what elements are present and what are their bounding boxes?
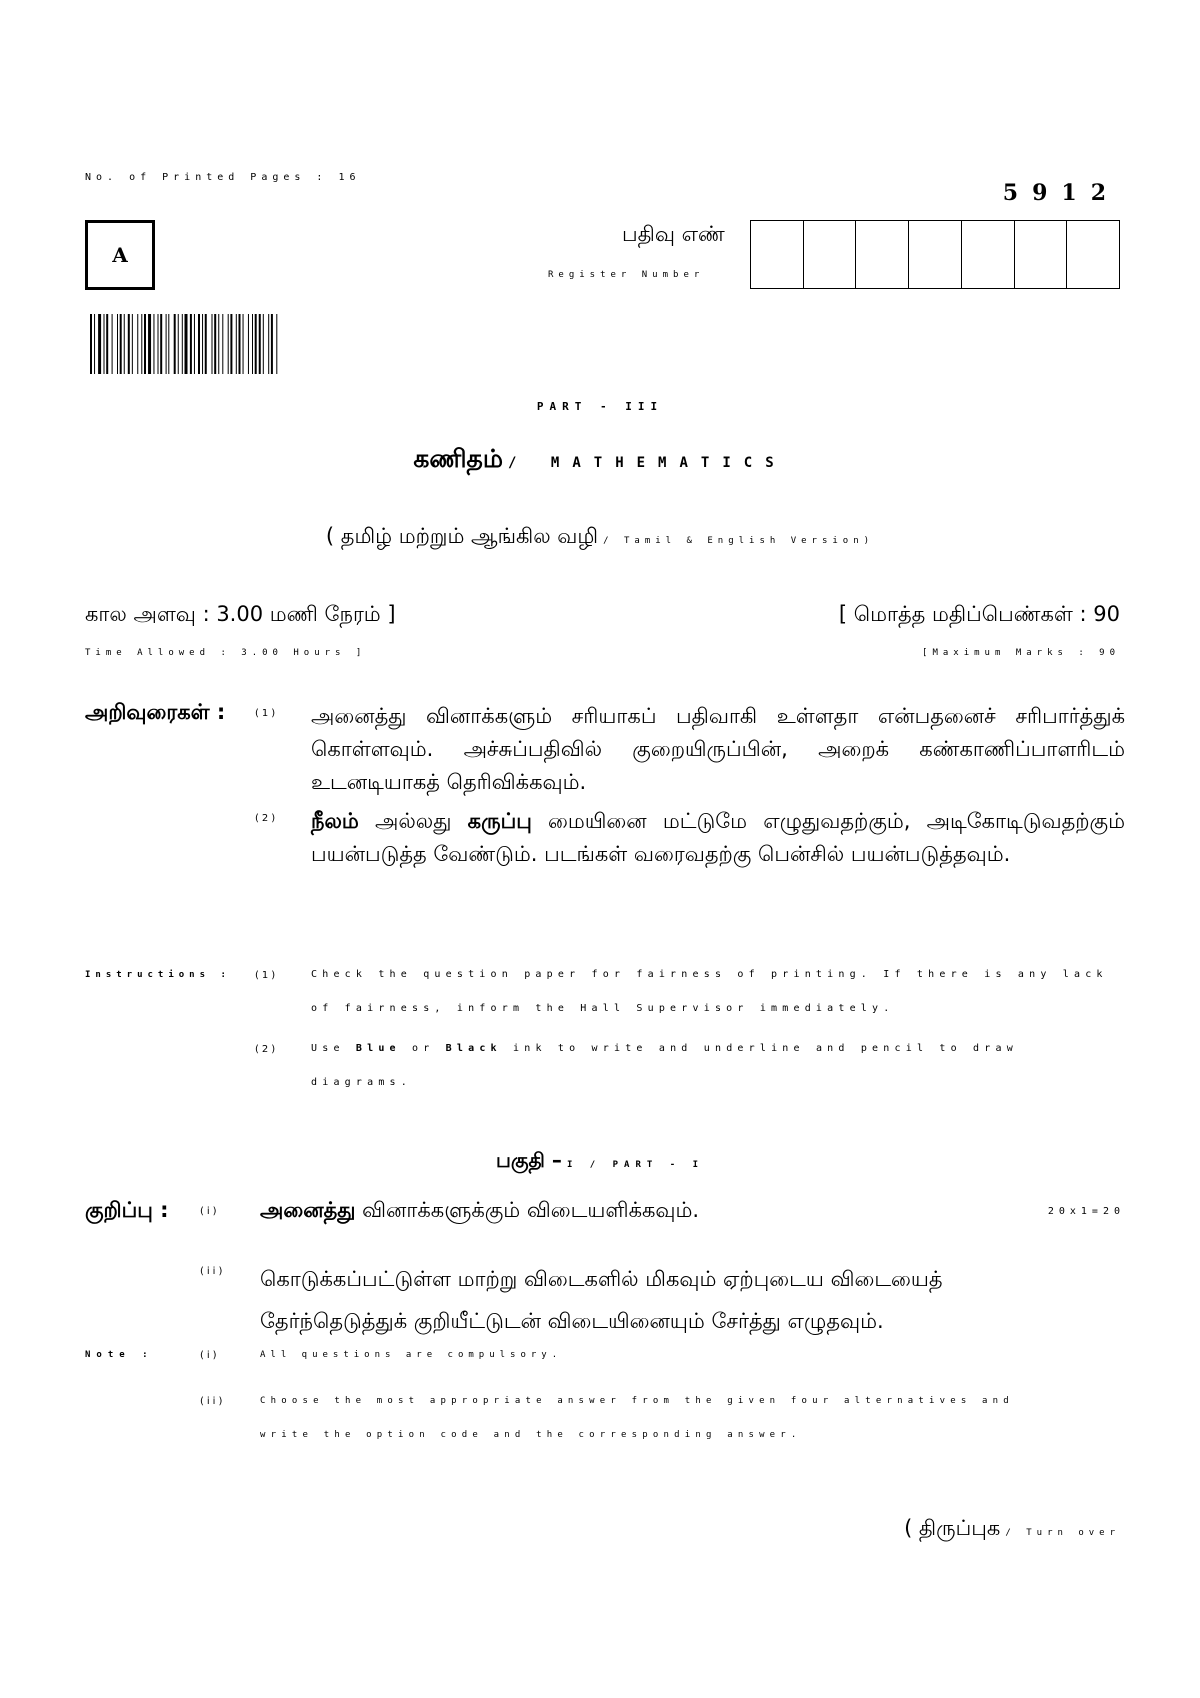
note-label-tamil: குறிப்பு : — [85, 1198, 169, 1222]
note-text — [260, 1198, 950, 1258]
note-text: Choose the most appropriate answer from the given four alternatives and write the option code and the corresponding answer. — [260, 1396, 1014, 1440]
register-box[interactable] — [751, 221, 804, 288]
note-item — [85, 1258, 1125, 1342]
text-rest: ink to write and underline and pencil to draw diagrams. — [311, 1043, 1018, 1088]
note-tamil — [85, 1198, 1125, 1342]
instruction-text: அனைத்து வினாக்களும் சரியாகப் பதிவாகி உள்ளதா என்பதனைச் சரிபார்த்துக் கொள்ளவும். அச்சுப்பதிவில் குறையிருப்பின், அறைக் கண்காணிப்பாளரிடம் உடனடியாகத் தெரிவிக்கவும். — [311, 704, 1125, 794]
part-one-heading — [0, 1148, 1200, 1175]
instructions-heading-tamil: அறிவுரைகள் : — [85, 700, 226, 724]
register-box[interactable] — [804, 221, 857, 288]
register-label-tamil: பதிவு எண் — [622, 222, 725, 246]
part-one-tamil: பகுதி – — [495, 1148, 562, 1172]
register-box[interactable] — [909, 221, 962, 288]
medium-tamil: ( தமிழ் மற்றும் ஆங்கில வழி — [325, 524, 599, 548]
turn-over-english: / Turn over — [1005, 1528, 1120, 1538]
note-label-english: Note : — [85, 1350, 154, 1360]
instruction-item — [85, 1032, 1125, 1100]
note-item — [85, 1396, 1125, 1452]
ink-black: Black — [445, 1043, 502, 1054]
medium-line — [0, 524, 1200, 551]
register-box[interactable] — [856, 221, 909, 288]
note-text: All questions are compulsory. — [260, 1350, 563, 1360]
note-number: (i) — [200, 1350, 220, 1361]
medium-english: / Tamil & English Version) — [603, 536, 875, 546]
version-box — [85, 220, 155, 290]
marks-english: [Maximum Marks : 90 — [922, 648, 1120, 658]
instructions-tamil — [85, 700, 1125, 877]
note-rest: வினாக்களுக்கும் விடையளிக்கவும். — [355, 1198, 700, 1222]
register-box[interactable] — [1067, 221, 1119, 288]
instruction-number: (2) — [255, 1044, 279, 1055]
note-bold-word: அனைத்து — [260, 1198, 356, 1222]
printed-pages: No. of Printed Pages : 16 — [85, 172, 361, 183]
ink-black: கருப்பு — [467, 809, 532, 833]
instruction-number: (1) — [255, 970, 279, 981]
instruction-text: Check the question paper for fairness of printing. If there is any lack of fairness, inform the Hall Supervisor immediately. — [311, 969, 1108, 1014]
subject-tamil: கணிதம் — [413, 444, 503, 473]
register-box[interactable] — [962, 221, 1015, 288]
text-or: அல்லது — [358, 809, 468, 833]
note-item — [85, 1198, 1125, 1258]
register-number-grid — [750, 220, 1120, 289]
time-tamil: கால அளவு : 3.00 மணி நேரம் ] — [85, 602, 396, 626]
version-label: A — [112, 243, 128, 267]
instruction-text — [311, 1032, 1125, 1100]
instruction-number: (1) — [255, 708, 279, 719]
turn-over-tamil: ( திருப்புக — [904, 1516, 1001, 1540]
subject-english: / MATHEMATICS — [508, 455, 787, 471]
instruction-text — [311, 805, 1125, 871]
marks-tamil: [ மொத்த மதிப்பெண்கள் : 90 — [838, 602, 1120, 626]
instruction-number: (2) — [255, 813, 279, 824]
ink-blue: Blue — [355, 1043, 401, 1054]
barcode — [90, 314, 348, 374]
instruction-item — [85, 700, 1125, 799]
paper-code: 5912 — [1002, 180, 1120, 206]
instructions-english — [85, 958, 1125, 1106]
note-number: (ii) — [200, 1266, 226, 1277]
text-use: Use — [311, 1043, 356, 1054]
note-number: (i) — [200, 1206, 220, 1217]
part-one-english: I / PART - I — [566, 1160, 704, 1170]
time-english: Time Allowed : 3.00 Hours ] — [85, 648, 367, 658]
register-label-english: Register Number — [548, 270, 705, 280]
instruction-item — [85, 958, 1125, 1026]
part-one-marks: 20x1=20 — [1047, 1206, 1125, 1217]
note-number: (ii) — [200, 1396, 226, 1407]
text-or: or — [400, 1043, 446, 1054]
note-text: கொடுக்கப்பட்டுள்ள மாற்று விடைகளில் மிகவும் ஏற்புடைய விடையைத் தேர்ந்தெடுத்துக் குறியீட்டுடன் விடையினையும் சேர்த்து எழுதவும். — [260, 1267, 943, 1333]
instruction-item — [85, 805, 1125, 871]
ink-blue: நீலம் — [311, 809, 359, 833]
text-rest: மையினை மட்டுமே எழுதுவதற்கும், அடிகோடிடுவதற்கும் பயன்படுத்த வேண்டும். படங்கள் வரைவதற்கு பென்சில் பயன்படுத்தவும். — [311, 809, 1125, 866]
part-heading: PART - III — [536, 400, 664, 413]
subject-title — [0, 444, 1200, 477]
note-english — [85, 1350, 1125, 1452]
register-box[interactable] — [1015, 221, 1068, 288]
instructions-heading-english: Instructions : — [85, 970, 231, 980]
turn-over — [904, 1516, 1120, 1543]
